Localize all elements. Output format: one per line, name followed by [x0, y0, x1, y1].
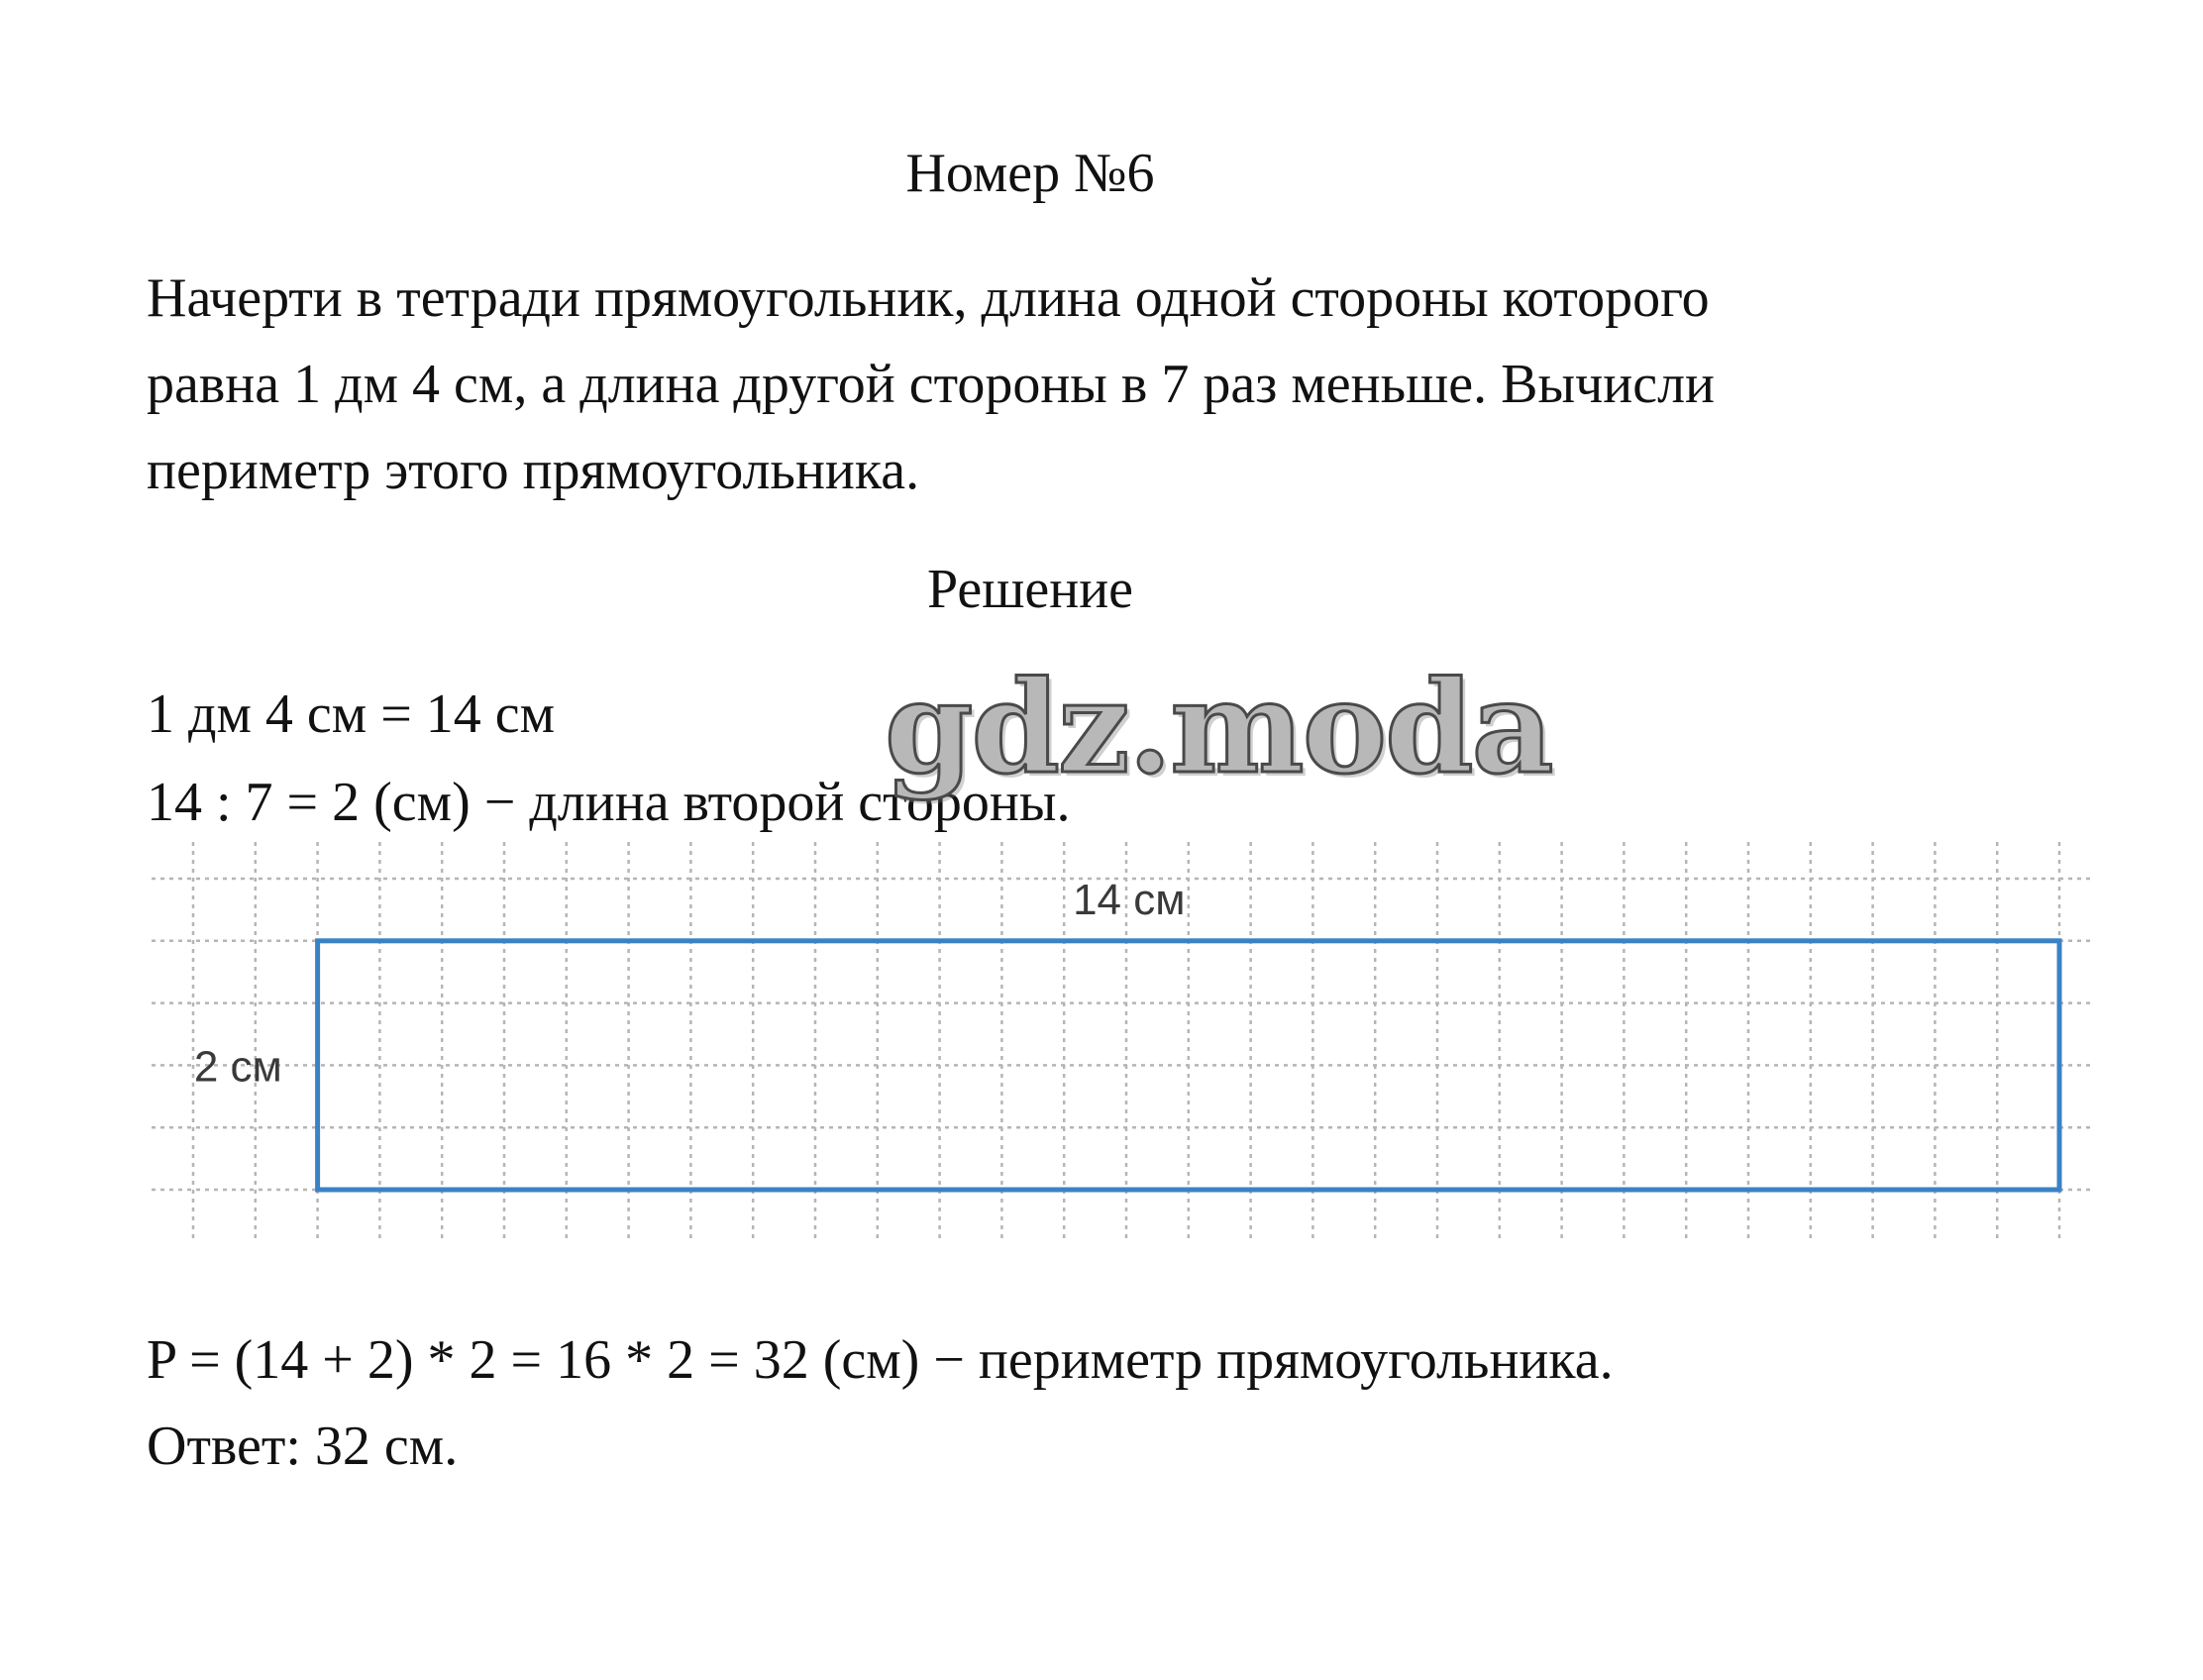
- solution-step-second-side: 14 : 7 = 2 (см) − длина второй стороны.: [147, 772, 1071, 833]
- solution-heading: Решение: [926, 559, 1134, 620]
- rectangle-figure: [149, 842, 2110, 1248]
- solution-step-conversion: 1 дм 4 см = 14 см: [147, 683, 556, 745]
- task-line: Начерти в тетради прямоугольник, длина одной стороны которого: [147, 267, 1710, 329]
- task-line: периметр этого прямоугольника.: [147, 440, 920, 501]
- length-label: 14 см: [1073, 875, 1186, 924]
- width-label: 2 см: [193, 1042, 282, 1092]
- answer: Ответ: 32 см.: [147, 1416, 459, 1477]
- watermark: gdz.moda: [885, 654, 1552, 802]
- page-title: Номер №6: [905, 143, 1155, 204]
- task-line: равна 1 дм 4 см, а длина другой стороны в 7 раз меньше. Вычисли: [147, 354, 1715, 415]
- perimeter-calculation: P = (14 + 2) * 2 = 16 * 2 = 32 (см) − периметр прямоугольника.: [147, 1329, 1614, 1391]
- task-text: [147, 256, 2029, 514]
